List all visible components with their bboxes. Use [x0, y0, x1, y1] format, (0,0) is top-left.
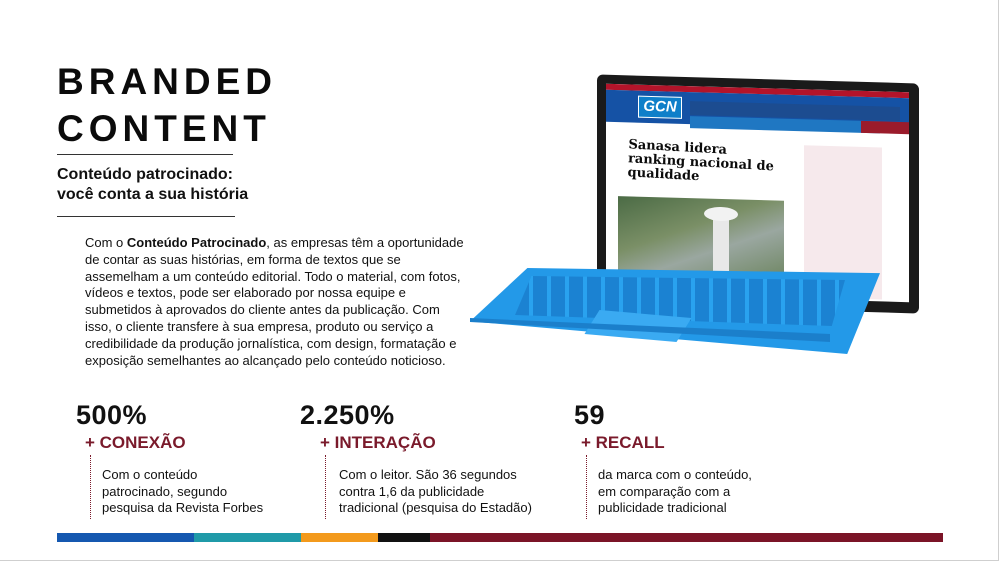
color-bar-black [378, 533, 430, 542]
stat-desc-line: patrocinado, segundo [102, 483, 228, 499]
body-prefix: Com o [85, 235, 127, 250]
site-menu-highlight [861, 121, 909, 134]
body-paragraph [85, 235, 465, 369]
stat-conexao [76, 400, 264, 515]
water-tower-top-shape [704, 206, 738, 221]
divider-top [57, 154, 233, 155]
color-bar-teal [194, 533, 301, 542]
stat-dotted-line [90, 455, 91, 519]
stat-desc-line: em comparação com a [598, 483, 731, 499]
stat-desc-line: pesquisa da Revista Forbes [102, 500, 264, 515]
stat-desc-line: Com o leitor. São 36 segundos [339, 467, 517, 482]
stat-label: + INTERAÇÃO [320, 433, 436, 452]
title-line-1: BRANDED [57, 61, 277, 102]
color-bar-maroon [430, 533, 943, 542]
article-headline: Sanasa lidera ranking nacional de qualidade [627, 137, 775, 185]
stat-desc-line: Com o conteúdo [102, 467, 198, 482]
stat-description [102, 467, 263, 517]
stat-desc-line: publicidade tradicional [598, 500, 727, 515]
body-rest: , as empresas têm a oportunidade de contar as suas histórias, em forma de textos que se assemelham a um conteúdo editorial. Todo o material, com fotos, vídeos e textos, pode ser elaborado por nossa equipe e submetidos à aprovados do cliente antes da publicação. Com isso, o cliente transfere à sua empresa, produto ou serviço a credibilidade da produção jornalística, com design, formatação e exposição semelhantes ao alcançado pelo conteúdo noticioso. [85, 235, 464, 368]
subtitle-line-1: Conteúdo patrocinado: [57, 166, 233, 183]
stat-dotted-line [325, 455, 326, 519]
stat-description [339, 467, 532, 517]
subtitle-line-2: você conta a sua história [57, 186, 249, 203]
stat-label: + CONEXÃO [85, 433, 186, 452]
gcn-logo: GCN [638, 96, 682, 119]
stat-dotted-line [586, 455, 587, 519]
stat-interacao [300, 400, 532, 515]
stat-desc-line: contra 1,6 da publicidade [339, 483, 485, 499]
subtitle [57, 165, 248, 205]
stat-value: 2.250% [300, 400, 395, 430]
stat-desc-line: tradicional (pesquisa do Estadão) [339, 500, 532, 515]
color-bar-blue [57, 533, 194, 542]
stat-description [598, 467, 752, 517]
stat-label: + RECALL [581, 433, 665, 452]
body-bold: Conteúdo Patrocinado [126, 235, 267, 250]
stat-recall [574, 400, 752, 515]
laptop-screen [606, 84, 909, 302]
title-line-2: CONTENT [57, 108, 271, 149]
stat-value: 500% [76, 400, 148, 430]
stat-desc-line: da marca com o conteúdo, [598, 467, 752, 482]
page-title [57, 58, 277, 152]
color-bar-orange [301, 533, 378, 542]
stat-value: 59 [574, 400, 606, 430]
divider-bottom [57, 216, 235, 217]
